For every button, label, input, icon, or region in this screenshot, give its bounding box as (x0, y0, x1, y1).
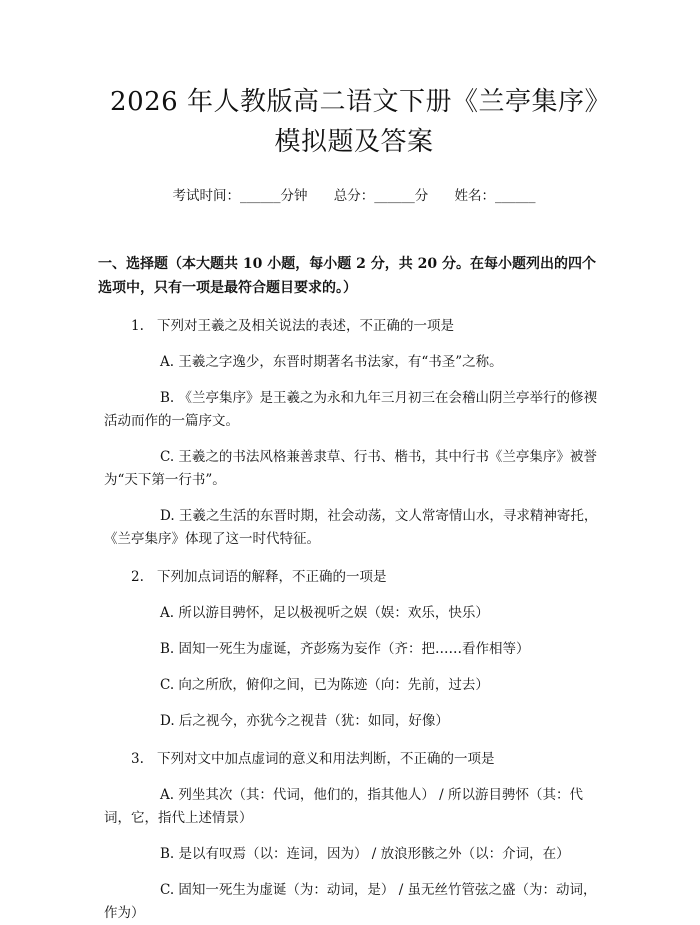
document-title: 2026 年人教版高二语文下册《兰亭集序》模拟题及答案 (110, 87, 598, 157)
question-option: A. 所以游目骋怀，足以极视听之娱（娱：欢乐，快乐） (160, 605, 489, 621)
question-option: A. 列坐其次（其：代词，他们的，指其他人） / 所以游目骋怀（其：代词，它，指代上述情景） (104, 787, 583, 826)
exam-score: 总分：______分 (333, 188, 429, 204)
question-option: B. 《兰亭集序》是王羲之为永和九年三月初三在会稽山阴兰亭举行的修禊活动而作的一篇序文。 (104, 390, 598, 429)
question-stem (104, 566, 604, 589)
question-text: 下列对文中加点虚词的意义和用法判断，不正确的一项是 (157, 751, 495, 767)
question-option: C. 固知一死生为虚诞（为：动词，是） / 虽无丝竹管弦之盛（为：动词，作为） (104, 882, 597, 921)
student-name: 姓名：______ (454, 188, 536, 204)
question-option: C. 王羲之的书法风格兼善隶草、行书、楷书，其中行书《兰亭集序》被誉为“天下第一行书”。 (104, 449, 597, 488)
question-option: D. 后之视今，亦犹今之视昔（犹：如同，好像） (160, 713, 449, 729)
section-heading: 一、选择题（本大题共 10 小题，每小题 2 分，共 20 分。在每小题列出的四个选项中，只有一项是最符合题目要求的。） (98, 256, 596, 296)
question-option: B. 固知一死生为虚诞，齐彭殇为妄作（齐：把……看作相等） (160, 641, 530, 657)
question-option: C. 向之所欣，俯仰之间，已为陈迹（向：先前，过去） (160, 677, 489, 693)
question-stem (104, 748, 604, 771)
question-text: 下列对王羲之及相关说法的表述，不正确的一项是 (157, 318, 454, 334)
question-number: 3. (131, 751, 144, 767)
question-stem (104, 315, 604, 338)
exam-meta (104, 184, 604, 204)
question-option: B. 是以有叹焉（以：连词，因为） / 放浪形骸之外（以：介词，在） (160, 846, 570, 862)
question-text: 下列加点词语的解释，不正确的一项是 (157, 569, 387, 585)
exam-time: 考试时间：______分钟 (172, 188, 308, 204)
question-option: A. 王羲之字逸少，东晋时期著名书法家，有“书圣”之称。 (160, 354, 503, 370)
question-number: 1. (131, 318, 144, 334)
question-option: D. 王羲之生活的东晋时期，社会动荡，文人常寄情山水，寻求精神寄托，《兰亭集序》体现了这一时代特征。 (104, 508, 598, 547)
question-number: 2. (131, 569, 144, 585)
